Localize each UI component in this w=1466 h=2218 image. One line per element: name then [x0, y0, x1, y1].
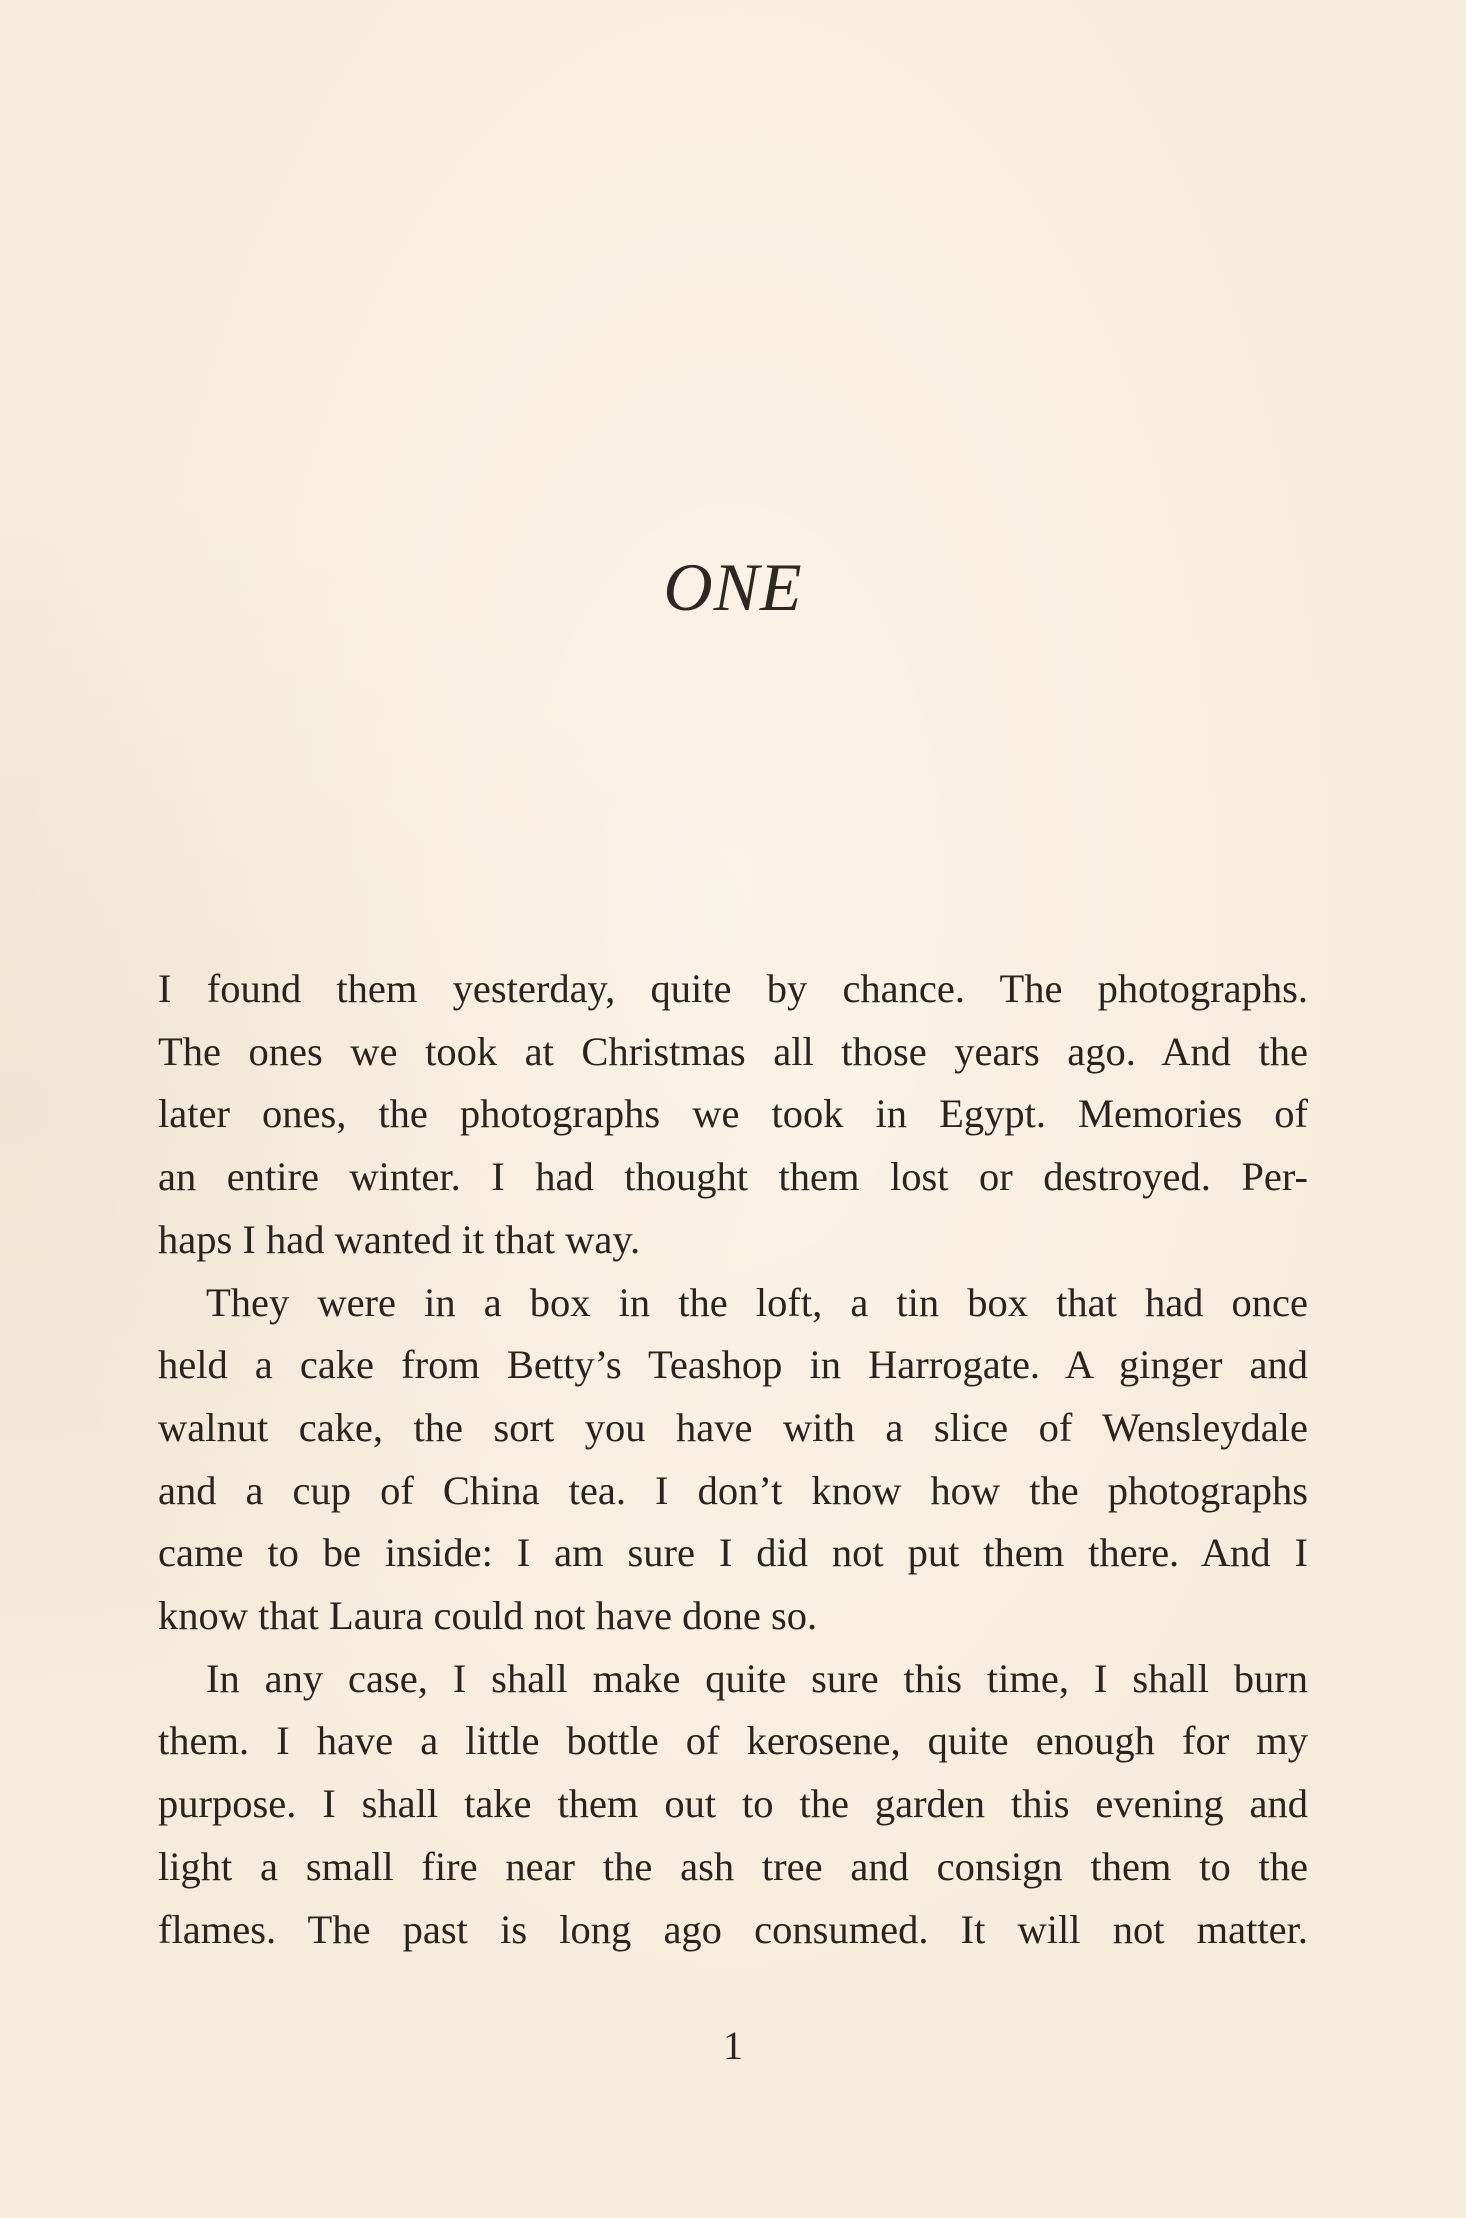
text-line: walnut cake, the sort you have with a slice of Wensleydale — [158, 1404, 1308, 1450]
chapter-title: ONE — [663, 549, 803, 625]
text-line: later ones, the photographs we took in Egypt. Memories of — [158, 1091, 1308, 1137]
text-line: and a cup of China tea. I don’t know how the photographs — [158, 1467, 1308, 1513]
text-line: In any case, I shall make quite sure this time, I shall burn — [206, 1655, 1308, 1701]
text-line: I found them yesterday, quite by chance. The photographs. — [158, 966, 1308, 1011]
text-line: The ones we took at Christmas all those years ago. And the — [158, 1028, 1308, 1074]
paragraph-3 — [158, 1648, 1308, 1962]
show-through-texture — [158, 72, 1308, 573]
text-line: came to be inside: I am sure I did not put them there. And I — [158, 1530, 1308, 1576]
text-line: an entire winter. I had thought them lost or destroyed. Per- — [158, 1154, 1308, 1200]
paragraph-1 — [158, 958, 1308, 1272]
text-line: flames. The past is long ago consumed. It will not matter. — [158, 1906, 1308, 1952]
text-line: them. I have a little bottle of kerosene, quite enough for my — [158, 1718, 1308, 1764]
text-line: know that Laura could not have done so. — [158, 1593, 818, 1639]
page-number: 1 — [723, 2023, 743, 2068]
paragraph-2 — [158, 1272, 1308, 1648]
text-line: light a small fire near the ash tree and consign them to the — [158, 1843, 1308, 1889]
text-line: held a cake from Betty’s Teashop in Harrogate. A ginger and — [158, 1342, 1308, 1388]
text-line: They were in a box in the loft, a tin box that had once — [206, 1279, 1308, 1325]
text-line: haps I had wanted it that way. — [158, 1216, 641, 1262]
chapter-body — [158, 958, 1308, 1961]
text-line: purpose. I shall take them out to the garden this evening and — [158, 1781, 1308, 1827]
